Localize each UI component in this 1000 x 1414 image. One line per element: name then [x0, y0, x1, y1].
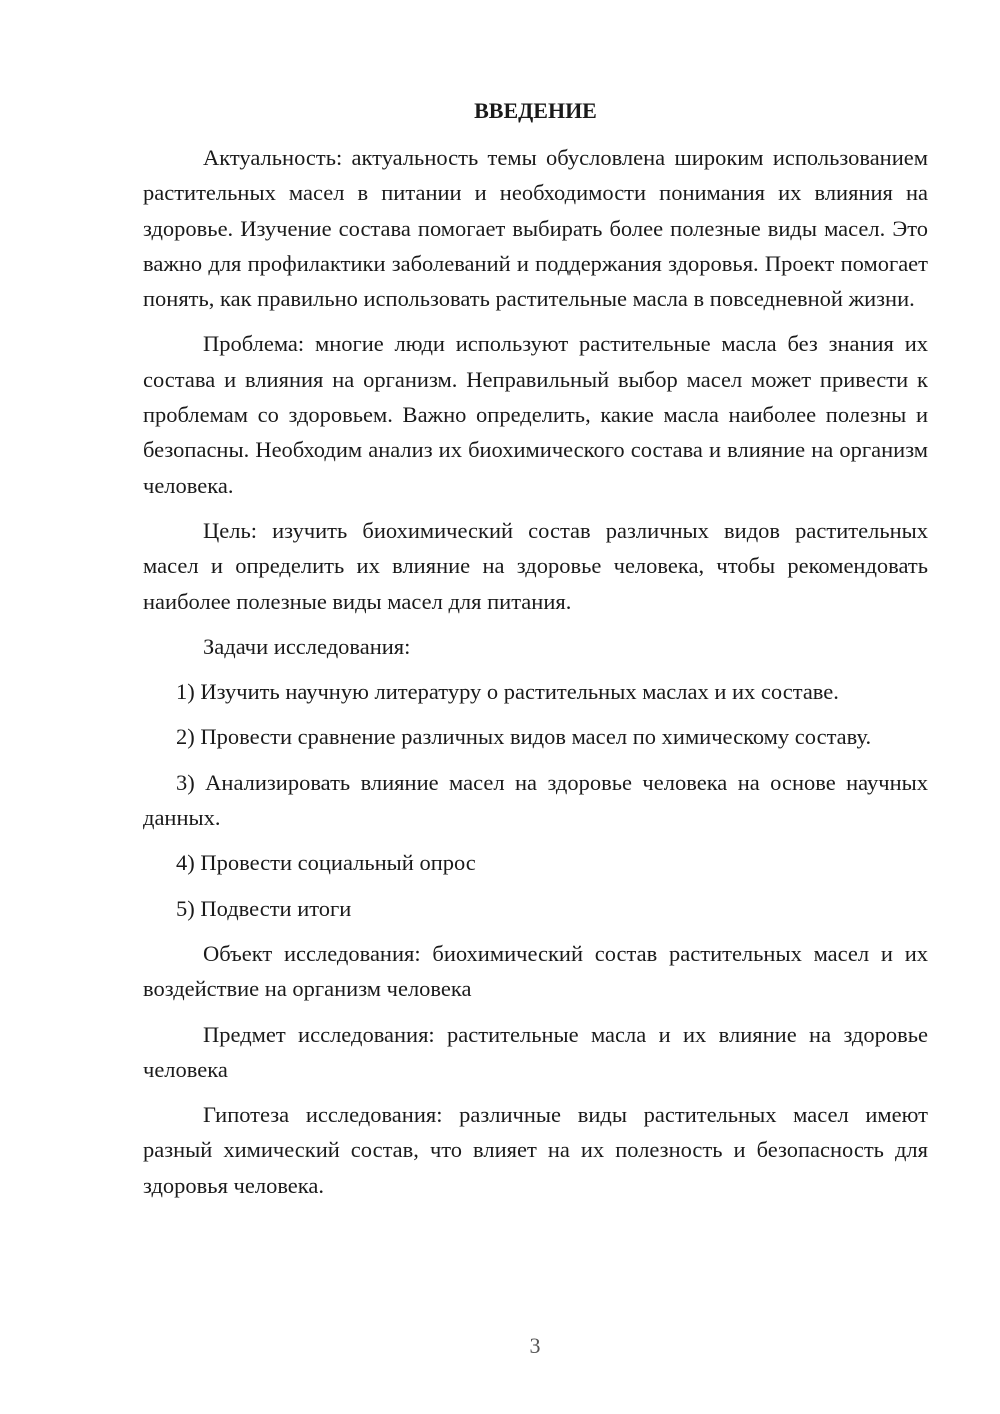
- document-page: [143, 93, 928, 1213]
- tasks-heading: Задачи исследования:: [203, 633, 411, 659]
- hypothesis-paragraph: Гипотеза исследования: различные виды растительных масел имеют разный химический состав, что влияет на их полезность и безопасность для здоровья человека.: [143, 1102, 928, 1198]
- relevance-paragraph: Актуальность: актуальность темы обусловлена широким использованием растительных масел в питании и необходимости понимания их влияния на здоровье. Изучение состава помогает выбирать более полезные виды масел. Это важно для профилактики заболеваний и поддержания здоровья. Проект помогает понять, как правильно использовать растительные масла в повседневной жизни.: [143, 145, 928, 312]
- task-item-4: 4) Провести социальный опрос: [176, 850, 476, 876]
- task-item-3: 3) Анализировать влияние масел на здоровье человека на основе научных данных.: [143, 769, 928, 831]
- problem-paragraph: Проблема: многие люди используют растительные масла без знания их состава и влияния на организм. Неправильный выбор масел может привести к проблемам со здоровьем. Важно определить, какие масла наиболее полезны и безопасны. Необходим анализ их биохимического состава и влияние на организм человека.: [143, 331, 928, 498]
- goal-paragraph: Цель: изучить биохимический состав различных видов растительных масел и определить их влияние на здоровье человека, чтобы рекомендовать наиболее полезные виды масел для питания.: [143, 517, 928, 614]
- task-item-2: 2) Провести сравнение различных видов масел по химическому составу.: [176, 724, 872, 750]
- page-title: ВВЕДЕНИЕ: [474, 98, 597, 123]
- subject-paragraph: Предмет исследования: растительные масла и их влияние на здоровье человека: [143, 1021, 928, 1082]
- object-paragraph: Объект исследования: биохимический состав растительных масел и их воздействие на организм человека: [143, 940, 928, 1002]
- task-item-1: 1) Изучить научную литературу о растительных маслах и их составе.: [176, 679, 839, 705]
- page-number: 3: [529, 1333, 541, 1358]
- task-item-5: 5) Подвести итоги: [176, 895, 352, 921]
